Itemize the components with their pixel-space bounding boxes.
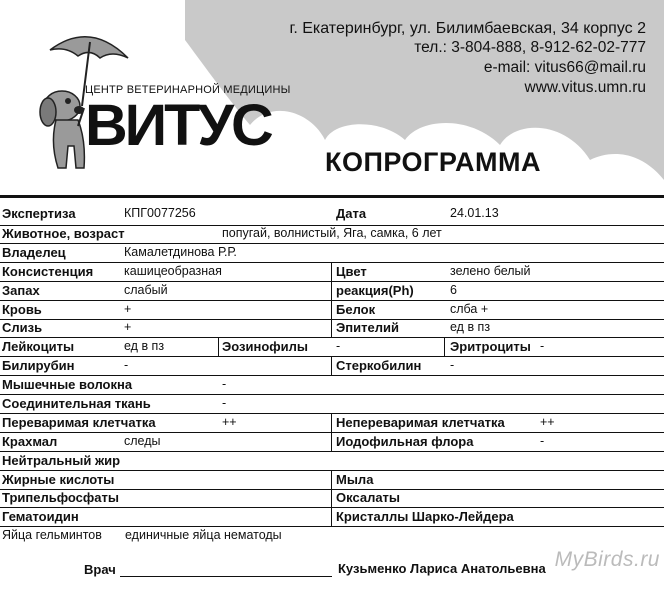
- stercobilin-label: Стеркобилин: [336, 358, 422, 373]
- indigestible-fiber-label: Непереваримая клетчатка: [336, 415, 505, 430]
- digestible-fiber-value: ++: [222, 415, 237, 429]
- iodophil-flora-value: -: [540, 434, 545, 448]
- connective-tissue-value: -: [222, 396, 227, 410]
- row-divider: [0, 319, 664, 320]
- column-divider: [331, 470, 332, 526]
- mucus-value: +: [124, 320, 132, 334]
- helminth-eggs-value: единичные яйца нематоды: [125, 528, 282, 542]
- clinic-address: г. Екатеринбург, ул. Билимбаевская, 34 корпус 2: [289, 20, 646, 37]
- clinic-website: www.vitus.umn.ru: [524, 79, 646, 96]
- erythrocytes-value: -: [540, 339, 545, 353]
- leukocytes-value: ед в пз: [124, 339, 165, 353]
- row-divider: [0, 262, 664, 263]
- column-divider: [331, 262, 332, 338]
- row-divider: [0, 394, 664, 395]
- soaps-label: Мыла: [336, 472, 374, 487]
- row-divider: [0, 356, 664, 357]
- epithelium-label: Эпителий: [336, 320, 399, 335]
- muscle-fibers-label: Мышечные волокна: [2, 377, 133, 392]
- animal-value: попугай, волнистый, Яга, самка, 6 лет: [222, 226, 442, 240]
- logo-name: ВИТУС: [85, 93, 271, 158]
- reaction-value: 6: [450, 283, 457, 297]
- color-label: Цвет: [336, 264, 367, 279]
- consistency-value: кашицеобразная: [124, 264, 222, 278]
- row-divider: [0, 451, 664, 452]
- iodophil-flora-label: Иодофильная флора: [336, 434, 474, 449]
- reaction-label: реакция(Ph): [336, 283, 414, 298]
- color-value: зелено белый: [450, 264, 531, 278]
- blood-label: Кровь: [2, 302, 42, 317]
- date-label: Дата: [336, 206, 367, 221]
- consistency-label: Консистенция: [2, 264, 94, 279]
- digestible-fiber-label: Переваримая клетчатка: [2, 415, 156, 430]
- column-divider: [331, 356, 332, 375]
- bilirubin-value: -: [124, 358, 129, 372]
- animal-label: Животное, возраст: [2, 226, 125, 241]
- row-divider: [0, 281, 664, 282]
- signature-line: [120, 576, 332, 577]
- row-divider: [0, 432, 664, 433]
- date-value: 24.01.13: [450, 206, 499, 220]
- clinic-phones: тел.: 3-804-888, 8-912-62-02-777: [414, 39, 646, 56]
- logo-subtitle: ЦЕНТР ВЕТЕРИНАРНОЙ МЕДИЦИНЫ: [85, 84, 291, 96]
- document-title: КОПРОГРАММА: [325, 147, 541, 177]
- neutral-fat-label: Нейтральный жир: [2, 453, 121, 468]
- eosinophils-value: -: [336, 339, 341, 353]
- stercobilin-value: -: [450, 358, 455, 372]
- column-divider: [331, 413, 332, 451]
- erythrocytes-label: Эритроциты: [450, 339, 531, 354]
- protein-value: слба +: [450, 302, 489, 316]
- leukocytes-label: Лейкоциты: [2, 339, 75, 354]
- triple-phosphates-label: Трипельфосфаты: [2, 490, 119, 505]
- smell-label: Запах: [2, 283, 40, 298]
- expertise-label: Экспертиза: [2, 206, 76, 221]
- row-divider: [0, 413, 664, 414]
- starch-value: следы: [124, 434, 161, 448]
- doctor-label: Врач: [84, 562, 116, 577]
- column-divider: [444, 338, 445, 356]
- owner-value: Камалетдинова Р.Р.: [124, 245, 237, 259]
- fatty-acids-label: Жирные кислоты: [2, 472, 115, 487]
- doctor-name: Кузьменко Лариса Анатольевна: [338, 561, 546, 576]
- smell-value: слабый: [124, 283, 168, 297]
- row-divider: [0, 375, 664, 376]
- clinic-email: e-mail: vitus66@mail.ru: [483, 59, 646, 76]
- table-top-border: [0, 195, 664, 198]
- connective-tissue-label: Соединительная ткань: [2, 396, 151, 411]
- charcot-leyden-label: Кристаллы Шарко-Лейдера: [336, 509, 514, 524]
- blood-value: +: [124, 302, 132, 316]
- starch-label: Крахмал: [2, 434, 58, 449]
- epithelium-value: ед в пз: [450, 320, 491, 334]
- expertise-value: КПГ0077256: [124, 206, 196, 220]
- protein-label: Белок: [336, 302, 376, 317]
- muscle-fibers-value: -: [222, 377, 227, 391]
- row-divider: [0, 507, 664, 508]
- eosinophils-label: Эозинофилы: [222, 339, 308, 354]
- helminth-eggs-label: Яйца гельминтов: [2, 528, 102, 542]
- hematoidin-label: Гематоидин: [2, 509, 79, 524]
- row-divider: [0, 337, 664, 338]
- oxalates-label: Оксалаты: [336, 490, 401, 505]
- watermark: MyBirds.ru: [554, 548, 660, 571]
- mucus-label: Слизь: [2, 320, 43, 335]
- column-divider: [218, 338, 219, 356]
- row-divider: [0, 243, 664, 244]
- indigestible-fiber-value: ++: [540, 415, 555, 429]
- row-divider: [0, 470, 664, 471]
- owner-label: Владелец: [2, 245, 66, 260]
- row-divider: [0, 300, 664, 301]
- bilirubin-label: Билирубин: [2, 358, 75, 373]
